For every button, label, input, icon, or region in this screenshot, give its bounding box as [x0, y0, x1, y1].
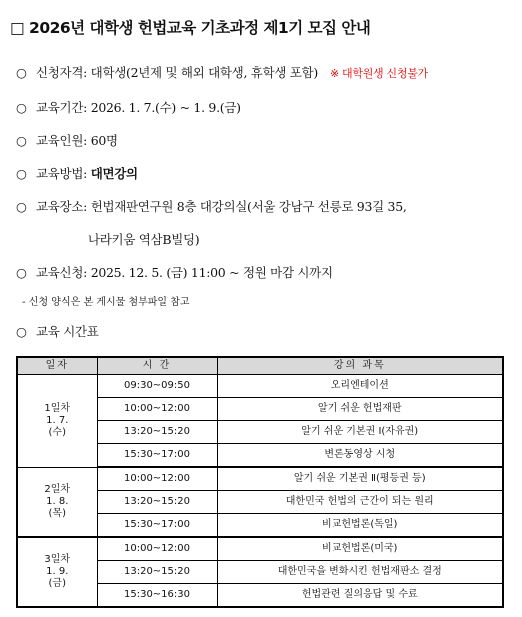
bullet-icon: ○: [16, 265, 27, 280]
capacity-value: 60명: [90, 133, 118, 148]
item-application: [16, 263, 333, 281]
item-capacity: [16, 131, 118, 149]
time-cell: 10:00~12:00: [97, 537, 217, 561]
day-label: 2일차: [44, 483, 71, 495]
day-weekday: (금): [48, 578, 66, 589]
bullet-icon: ○: [16, 133, 27, 148]
bullet-icon: ○: [16, 166, 27, 181]
time-cell: 13:20~15:20: [97, 421, 217, 444]
subject-cell: 오리엔테이션: [217, 375, 503, 398]
location-value-line2: 나라키움 역삼B빌딩): [88, 232, 200, 247]
eligibility-text: 신청자격: 대학생(2년제 및 해외 대학생, 휴학생 포함): [36, 65, 318, 80]
time-cell: 09:30~09:50: [97, 375, 217, 398]
subject-cell: 대한민국을 변화시킨 헌법재판소 결정: [217, 561, 503, 584]
day-cell: [17, 375, 97, 468]
application-value: 2025. 12. 5. (금) 11:00 ~ 정원 마감 시까지: [90, 265, 333, 280]
item-eligibility: [16, 63, 428, 81]
bullet-icon: ○: [16, 65, 27, 80]
day-date: 1. 9.: [46, 566, 69, 577]
subject-cell: 비교헌법론(미국): [217, 537, 503, 561]
capacity-label: 교육인원:: [36, 133, 88, 148]
time-cell: 15:30~17:00: [97, 444, 217, 468]
item-schedule-heading: [16, 322, 99, 340]
subject-cell: 헌법관련 질의응답 및 수료: [217, 584, 503, 608]
day-cell: [17, 467, 97, 537]
day-cell: [17, 537, 97, 607]
table-row: [17, 467, 503, 491]
day-date: 1. 8.: [46, 495, 69, 507]
application-label: 교육신청:: [36, 265, 88, 280]
time-cell: 13:20~15:20: [97, 491, 217, 514]
period-label: 교육기간:: [36, 100, 88, 115]
subject-cell: 대한민국 헌법의 근간이 되는 원리: [217, 491, 503, 514]
subject-cell: 변론동영상 시청: [217, 444, 503, 468]
time-cell: 10:00~12:00: [97, 398, 217, 421]
header-time: 시 간: [97, 357, 217, 375]
table-row: [17, 375, 503, 398]
eligibility-warning: ※ 대학원생 신청불가: [329, 67, 428, 80]
method-value: 대면강의: [90, 166, 138, 181]
location-value: 헌법재판연구원 8층 대강의실(서울 강남구 선릉로 93길 35,: [90, 199, 407, 214]
schedule-heading-text: 교육 시간표: [36, 324, 99, 339]
bullet-icon: ○: [16, 199, 27, 214]
subject-cell: 비교헌법론(독일): [217, 514, 503, 538]
bullet-icon: ○: [16, 324, 27, 339]
table-header-row: [17, 357, 503, 375]
time-cell: 10:00~12:00: [97, 467, 217, 491]
method-label: 교육방법:: [36, 166, 88, 181]
day-weekday: (목): [48, 507, 66, 519]
period-value: 2026. 1. 7.(수) ~ 1. 9.(금): [90, 100, 241, 115]
header-date: 일자: [17, 357, 97, 375]
day-label: 3일차: [44, 554, 71, 565]
item-period: [16, 98, 241, 116]
day-date: 1. 7.: [46, 414, 69, 426]
header-subject: 강의 과목: [217, 357, 503, 375]
time-cell: 15:30~17:00: [97, 514, 217, 538]
time-cell: 13:20~15:20: [97, 561, 217, 584]
table-row: [17, 537, 503, 561]
subject-cell: 알기 쉬운 기본권 Ⅱ(평등권 등): [217, 467, 503, 491]
day-weekday: (수): [48, 426, 66, 438]
item-method: [16, 164, 138, 182]
item-location: [16, 197, 407, 215]
attachment-note: - 신청 양식은 본 게시물 첨부파일 참고: [22, 297, 190, 308]
schedule-table: [16, 356, 504, 608]
subject-cell: 알기 쉬운 헌법재판: [217, 398, 503, 421]
bullet-icon: ○: [16, 100, 27, 115]
location-label: 교육장소:: [36, 199, 88, 214]
time-cell: 15:30~16:30: [97, 584, 217, 608]
day-label: 1일차: [44, 402, 71, 414]
subject-cell: 알기 쉬운 기본권 Ⅰ(자유권): [217, 421, 503, 444]
document-title: □ 2026년 대학생 헌법교육 기초과정 제1기 모집 안내: [10, 19, 371, 37]
